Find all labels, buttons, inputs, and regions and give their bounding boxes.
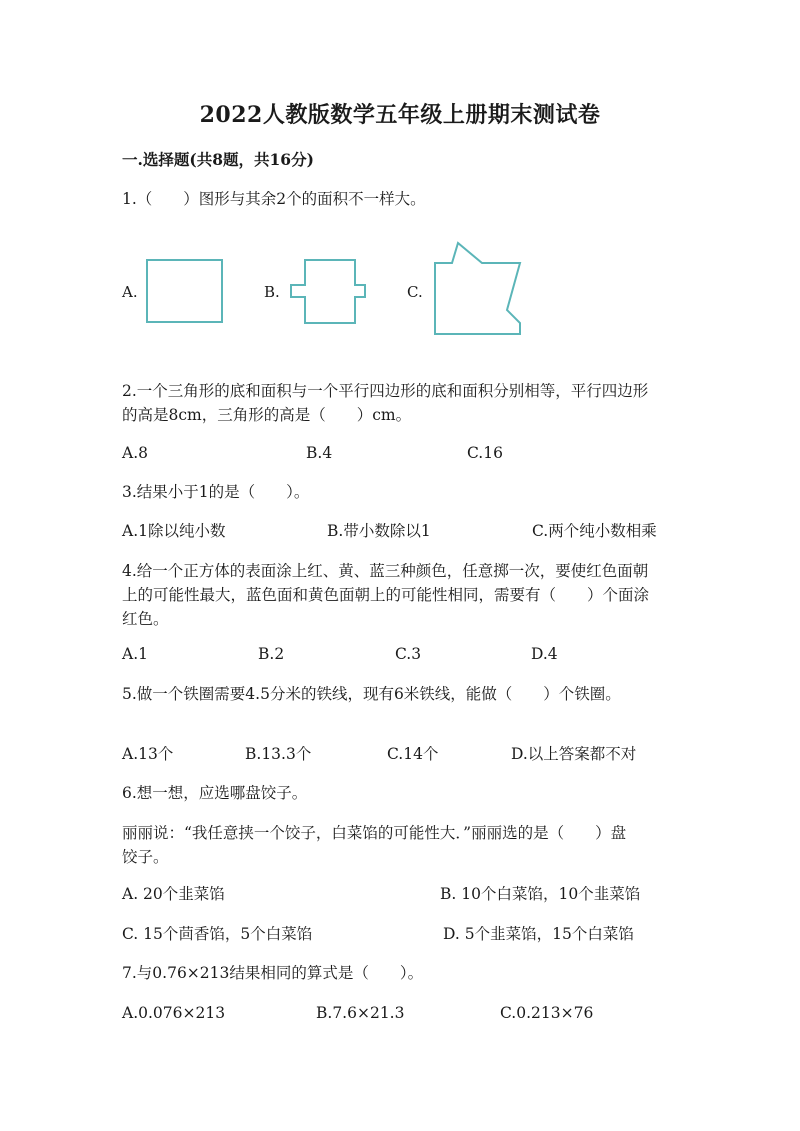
option-5-b: B.13.3个 (245, 745, 312, 763)
option-3-c: C.两个纯小数相乘 (532, 522, 657, 540)
question-6-text-line3: 饺子。 (122, 848, 169, 866)
question-4-text-line3: 红色。 (122, 610, 169, 628)
option-6-b: B. 10个白菜馅，10个韭菜馅 (440, 885, 641, 903)
shapes-figure (0, 230, 800, 340)
option-7-a: A.0.076×213 (122, 1004, 226, 1022)
option-5-c: C.14个 (387, 745, 439, 763)
option-5-a: A.13个 (122, 745, 174, 763)
option-2-a: A.8 (122, 444, 148, 462)
option-2-c: C.16 (467, 444, 503, 462)
question-2-text-line2: 的高是8cm，三角形的高是（ ）cm。 (122, 406, 412, 424)
option-2-b: B.4 (306, 444, 333, 462)
option-4-b: B.2 (258, 645, 285, 663)
question-6-text-line2: 丽丽说：“我任意挟一个饺子，白菜馅的可能性大．”丽丽选的是（ ）盘 (122, 824, 627, 842)
shape-c-irregular (435, 243, 520, 334)
option-1-a-label: A. (122, 283, 138, 301)
question-3-text: 3.结果小于1的是（ ）。 (122, 483, 310, 501)
shape-a-square (147, 260, 222, 322)
option-6-a: A. 20个韭菜馅 (122, 885, 225, 903)
option-1-c-label: C. (407, 283, 423, 301)
question-1-text: 1.（ ）图形与其余2个的面积不一样大。 (122, 190, 426, 208)
section-heading: 一.选择题(共8题，共16分) (122, 150, 314, 169)
option-6-c: C. 15个茴香馅，5个白菜馅 (122, 925, 313, 943)
option-5-d: D.以上答案都不对 (511, 745, 637, 763)
option-3-a: A.1除以纯小数 (122, 522, 226, 540)
question-4-text-line2: 上的可能性最大，蓝色面和黄色面朝上的可能性相同，需要有（ ）个面涂 (122, 586, 650, 604)
option-7-b: B.7.6×21.3 (316, 1004, 405, 1022)
option-6-d: D. 5个韭菜馅，15个白菜馅 (443, 925, 634, 943)
option-1-b-label: B. (264, 283, 280, 301)
question-4-text: 4.给一个正方体的表面涂上红、黄、蓝三种颜色，任意掷一次，要使红色面朝 (122, 562, 649, 580)
page-title: 2022人教版数学五年级上册期末测试卷 (199, 102, 601, 128)
option-4-a: A.1 (122, 645, 148, 663)
option-4-c: C.3 (395, 645, 422, 663)
option-3-b: B.带小数除以1 (327, 522, 431, 540)
option-4-d: D.4 (531, 645, 558, 663)
question-5-text: 5.做一个铁圈需要4.5分米的铁线，现有6米铁线，能做（ ）个铁圈。 (122, 685, 621, 703)
shape-b-notched (291, 260, 365, 323)
question-2-text: 2.一个三角形的底和面积与一个平行四边形的底和面积分别相等，平行四边形 (122, 382, 649, 400)
question-6-text: 6.想一想，应选哪盘饺子。 (122, 784, 308, 802)
option-7-c: C.0.213×76 (500, 1004, 594, 1022)
question-7-text: 7.与0.76×213结果相同的算式是（ ）。 (122, 964, 424, 982)
